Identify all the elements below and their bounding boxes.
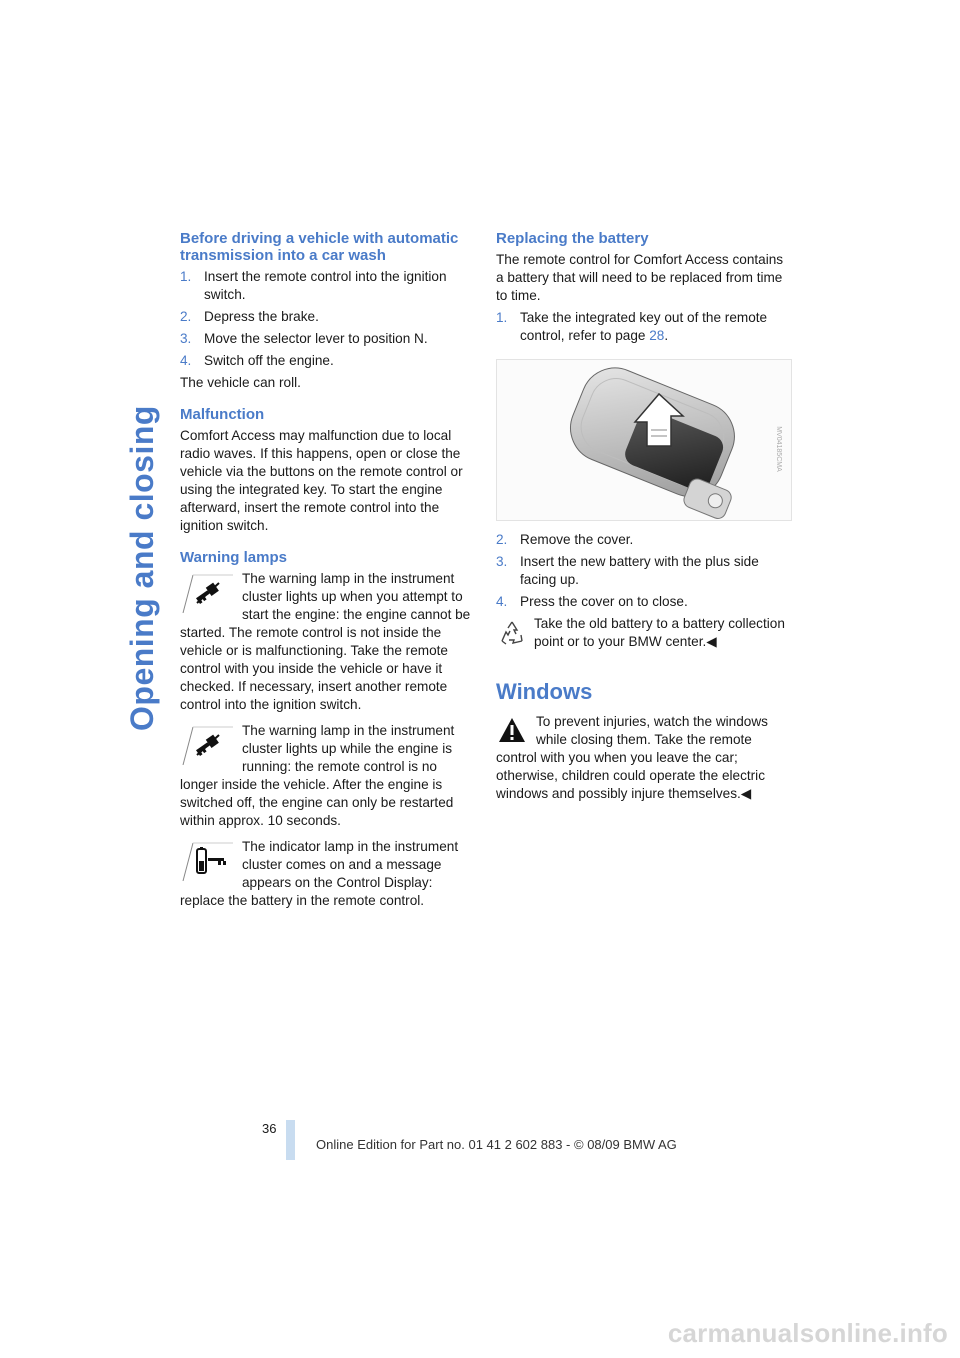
chapter-title-text: Opening and closing [124, 405, 160, 731]
warning-lamp-text: The warning lamp in the instrument cluster lights up when you attempt to start the engine: the engine cannot be started. The remote control is not inside the vehicle or is malfunctioning. Take the remote control with you inside the vehicle or have it checked. If necessary, insert another remote control into the ignition switch. [180, 571, 471, 712]
list-item: 4. Press the cover on to close. [496, 594, 688, 609]
page-number: 36 [262, 1121, 277, 1136]
recycle-note [496, 615, 791, 653]
recycle-icon [496, 617, 528, 651]
figure-code: MV04185CMA [775, 426, 783, 472]
remote-control-battery-figure [496, 359, 792, 521]
malfunction-heading: Malfunction [180, 406, 265, 423]
warning-triangle-icon [496, 715, 528, 745]
list-item: 1. Insert the remote control into the ignition switch. [180, 269, 447, 302]
carwash-note: The vehicle can roll. [180, 375, 301, 390]
list-item: 4. Switch off the engine. [180, 353, 334, 368]
battery-intro: The remote control for Comfort Access contains a battery that will need to be replaced from time to time. [496, 252, 784, 303]
key-battery-indicator-icon [180, 840, 234, 882]
left-column [180, 230, 473, 910]
malfunction-text: Comfort Access may malfunction due to local radio waves. If this happens, open or close the vehicle via the buttons on the remote control or using the integrated key. To start the engine afterward, insert the remote control into the ignition switch. [180, 428, 463, 533]
watermark: carmanualsonline.info [667, 1318, 948, 1348]
warning-lamp-text: The warning lamp in the instrument cluster lights up while the engine is running: the remote control is no longer inside the vehicle. After the engine is switched off, the engine can only be restarted within approx. 10 seconds. [180, 723, 455, 828]
recycle-text: Take the old battery to a battery collection point or to your BMW center.◀ [534, 616, 785, 649]
footer-edition: Online Edition for Part no. 01 41 2 602 883 - © 08/09 BMW AG [316, 1137, 677, 1152]
side-chapter-title [116, 208, 164, 928]
list-item: 3. Insert the new battery with the plus side facing up. [496, 554, 759, 587]
remote-control-illustration [497, 360, 791, 520]
right-column [496, 230, 791, 803]
windows-heading: Windows [496, 679, 593, 704]
list-item: 2. Depress the brake. [180, 309, 319, 324]
warning-lamp-item [180, 570, 473, 714]
indicator-lamp-text: The indicator lamp in the instrument cluster comes on and a message appears on the Control Display: replace the battery in the remote control. [180, 839, 459, 908]
battery-heading: Replacing the battery [496, 230, 649, 247]
footer-accent-bar [286, 1120, 295, 1160]
list-item: 1. Take the integrated key out of the remote control, refer to page 28. [496, 310, 768, 343]
key-crossed-warning-icon [180, 724, 234, 766]
list-item: 3. Move the selector lever to position N. [180, 331, 428, 346]
warning-lamps-heading: Warning lamps [180, 549, 287, 566]
page-link[interactable]: 28 [649, 328, 665, 343]
battery-step-1 [496, 309, 791, 345]
carwash-heading: Before driving a vehicle with automatic transmission into a car wash [180, 230, 459, 264]
windows-warning [496, 713, 791, 803]
battery-steps [496, 531, 791, 611]
key-crossed-warning-icon [180, 572, 234, 614]
list-item: 2. Remove the cover. [496, 532, 634, 547]
carwash-steps [180, 268, 473, 370]
windows-warning-text: To prevent injuries, watch the windows while closing them. Take the remote control with you when you leave the car; otherwise, children could operate the electric windows and possibly injure themselves.◀ [496, 714, 768, 801]
warning-lamp-item [180, 838, 473, 910]
warning-lamp-item [180, 722, 473, 830]
